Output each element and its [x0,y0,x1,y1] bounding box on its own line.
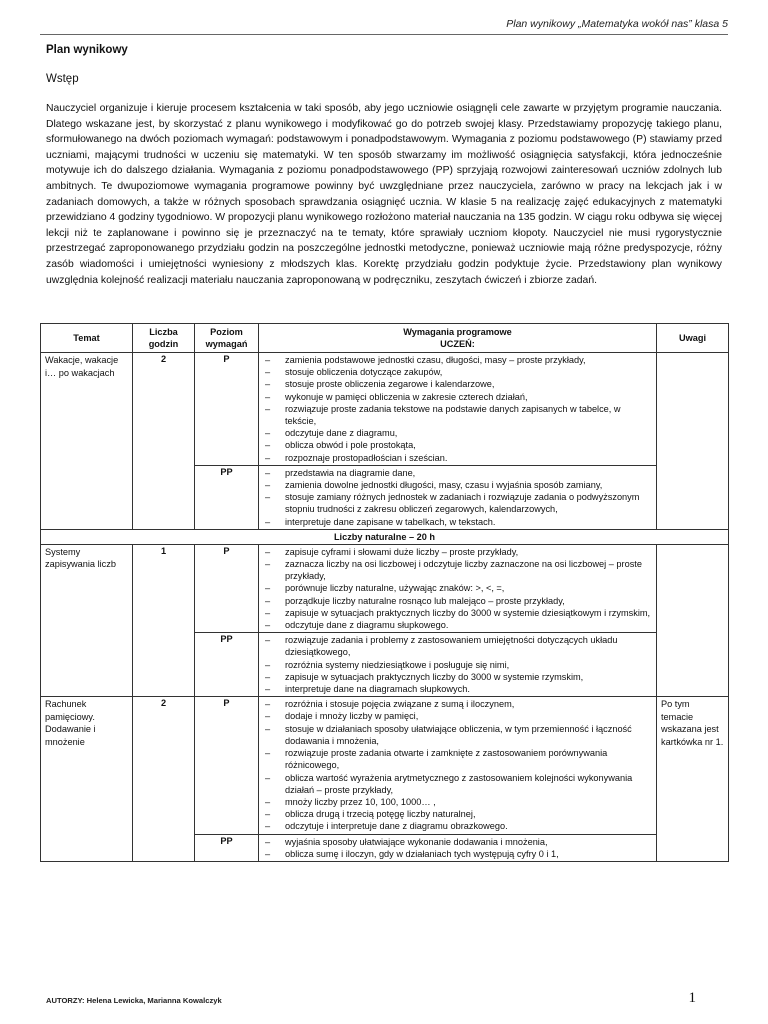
document-title: Plan wynikowy [46,44,128,56]
requirements-list [263,698,652,832]
intro-paragraph: Nauczyciel organizuje i kieruje procesem kształcenia w taki sposób, aby jego uczniowie osiągnęli cele zawarte w przyjętym programie nauczania. Dlatego wskazane jest, by skorzystać z planu wynikowego i modyfikować go do potrzeb swojej klasy. Przedstawiamy propozycję takiego planu, sformułowanego na dwóch poziomach wymagań: podstawowym i ponadpodstawowym. Wymagania z poziomu podstawowego (P) stawiamy przed uczniami, mającymi trudności w uczeniu się matematyki. W ten sposób stwarzamy im możliwość osiągnięcia satysfakcji, która jednocześnie motywuje ich do dalszego działania. Wymagania z poziomu ponadpodstawowego (PP) sprzyjają rozwojowi zainteresowań uczniów zdolnych lub ambitnych. Te dwupoziomowe wymagania programowe powinny być uwzględniane przez nauczyciela, zarówno w pracy na lekcjach jak i w zadaniach domowych, a także w różnych sposobach sprawdzania osiągnięć ucznia. W klasie 5 na realizację zajęć edukacyjnych z matematyki przewidziano 4 godziny tygodniowo. W propozycji planu wynikowego rozłożono materiał nauczania na 135 godzin. W ciągu roku odbywa się więcej lekcji niż te zaplanowane i powinno się je przeznaczyć na te tematy, które sprawiały uczniom kłopoty. Nauczyciel nie musi rygorystycznie przestrzegać zaproponowanego przydziału godzin na poszczególne jednostki metodyczne, ponieważ uczniowie mają różne predyspozycje, różny zasób wiadomości i umiejętności wyniesiony z młodszych klas. Korektę przydziału godzin podyktuje życie. Przedstawiony plan wynikowy uwzględnia kolejność realizacji materiału nauczania zaproponowaną w podręczniku, zeszytach ćwiczeń i zbiorze zadań. [46,103,722,286]
requirement-item: – zapisuje cyframi i słowami duże liczby – proste przykłady, [263,546,652,558]
topic-cell: Wakacje, wakacje i… po wakacjach [41,353,133,530]
requirements-cell [259,353,657,466]
requirement-item: – stosuje zamiany różnych jednostek w zadaniach i rozwiązuje zadania o podwyższonym stopniu trudności z zakresu obliczeń zegarowych, kalendarzowych, [263,491,652,515]
intro-heading: Wstęp [46,73,79,85]
hours-cell: 1 [133,544,195,696]
requirement-item: – interpretuje dane na diagramach słupkowych. [263,683,652,695]
requirement-item: – rozróżnia i stosuje pojęcia związane z sumą i iloczynem, [263,698,652,710]
footer-authors: AUTORZY: Helena Lewicka, Marianna Kowalczyk [46,996,222,1005]
plan-table [40,323,729,862]
requirements-cell [259,544,657,632]
header-requirements [259,324,657,353]
requirement-item: – rozróżnia systemy niedziesiątkowe i posługuje się nimi, [263,659,652,671]
requirements-list [263,836,652,860]
requirements-list [263,546,652,631]
requirement-item: – zamienia podstawowe jednostki czasu, długości, masy – proste przykłady, [263,354,652,366]
requirement-item: – rozwiązuje zadania i problemy z zastosowaniem umiejętności dotyczących układu dziesiątkowego, [263,634,652,658]
requirement-item: – oblicza drugą i trzecią potęgę liczby naturalnej, [263,808,652,820]
requirement-item: – rozwiązuje proste zadania tekstowe na podstawie danych zapisanych w tabelce, w tekście, [263,403,652,427]
requirement-item: – porównuje liczby naturalne, używając znaków: >, <, =, [263,582,652,594]
requirement-item: – dodaje i mnoży liczby w pamięci, [263,710,652,722]
header-notes: Uwagi [657,324,729,353]
level-cell: P [195,353,259,466]
requirements-cell [259,465,657,529]
requirement-item: – interpretuje dane zapisane w tabelkach, w tekstach. [263,516,652,528]
requirement-item: – stosuje w działaniach sposoby ułatwiające obliczenia, w tym przemienność i łączność dodawania i mnożenia, [263,723,652,747]
hours-cell: 2 [133,353,195,530]
requirement-item: – wykonuje w pamięci obliczenia w zakresie czterech działań, [263,391,652,403]
topic-cell: Rachunek pamięciowy. Dodawanie i mnożenie [41,697,133,862]
header-hours: Liczba godzin [133,324,195,353]
table-row [41,353,729,466]
requirements-cell [259,633,657,697]
header-level: Poziom wymagań [195,324,259,353]
header-requirements-subtitle: UCZEŃ: [440,339,475,349]
table-header-row [41,324,729,353]
requirements-list [263,354,652,464]
requirement-item: – rozwiązuje proste zadania otwarte i zamknięte z zastosowaniem porównywania różnicowego, [263,747,652,771]
requirement-item: – przedstawia na diagramie dane, [263,467,652,479]
hours-cell: 2 [133,697,195,862]
requirements-cell [259,697,657,834]
requirement-item: – oblicza obwód i pole prostokąta, [263,439,652,451]
level-cell: PP [195,633,259,697]
requirement-item: – zapisuje w sytuacjach praktycznych liczby do 3000 w systemie dziesiątkowym i rzymskim, [263,607,652,619]
level-cell: P [195,544,259,632]
requirements-list [263,467,652,528]
page-number: 1 [688,990,696,1006]
requirement-item: – oblicza wartość wyrażenia arytmetycznego z zastosowaniem kolejności wykonywania działań – proste przykłady, [263,772,652,796]
requirement-item: – mnoży liczby przez 10, 100, 1000… , [263,796,652,808]
requirement-item: – zapisuje w sytuacjach praktycznych liczby do 3000 w systemie rzymskim, [263,671,652,683]
table-row [41,544,729,632]
notes-cell [657,353,729,530]
table-row [41,697,729,834]
level-cell: P [195,697,259,834]
section-title: Liczby naturalne – 20 h [41,529,729,544]
running-header: Plan wynikowy „Matematyka wokół nas” klasa 5 [506,18,728,30]
header-rule [40,34,728,35]
requirement-item: – stosuje obliczenia dotyczące zakupów, [263,366,652,378]
requirements-cell [259,834,657,861]
requirement-item: – odczytuje dane z diagramu, [263,427,652,439]
header-topic: Temat [41,324,133,353]
level-cell: PP [195,465,259,529]
header-requirements-title: Wymagania programowe [403,327,512,337]
requirement-item: – zamienia dowolne jednostki długości, masy, czasu i wyjaśnia sposób zamiany, [263,479,652,491]
requirement-item: – odczytuje i interpretuje dane z diagramu obrazkowego. [263,820,652,832]
level-cell: PP [195,834,259,861]
requirements-list [263,634,652,695]
notes-cell: Po tym temacie wskazana jest kartkówka nr 1. [657,697,729,862]
notes-cell [657,544,729,696]
requirement-item: – wyjaśnia sposoby ułatwiające wykonanie dodawania i mnożenia, [263,836,652,848]
topic-cell: Systemy zapisywania liczb [41,544,133,696]
requirement-item: – oblicza sumę i iloczyn, gdy w działaniach tych występują cyfry 0 i 1, [263,848,652,860]
section-row [41,529,729,544]
requirement-item: – stosuje proste obliczenia zegarowe i kalendarzowe, [263,378,652,390]
requirement-item: – odczytuje dane z diagramu słupkowego. [263,619,652,631]
requirement-item: – zaznacza liczby na osi liczbowej i odczytuje liczby zaznaczone na osi liczbowej – proste przykłady, [263,558,652,582]
requirement-item: – porządkuje liczby naturalne rosnąco lub malejąco – proste przykłady, [263,595,652,607]
requirement-item: – rozpoznaje prostopadłościan i sześcian. [263,452,652,464]
